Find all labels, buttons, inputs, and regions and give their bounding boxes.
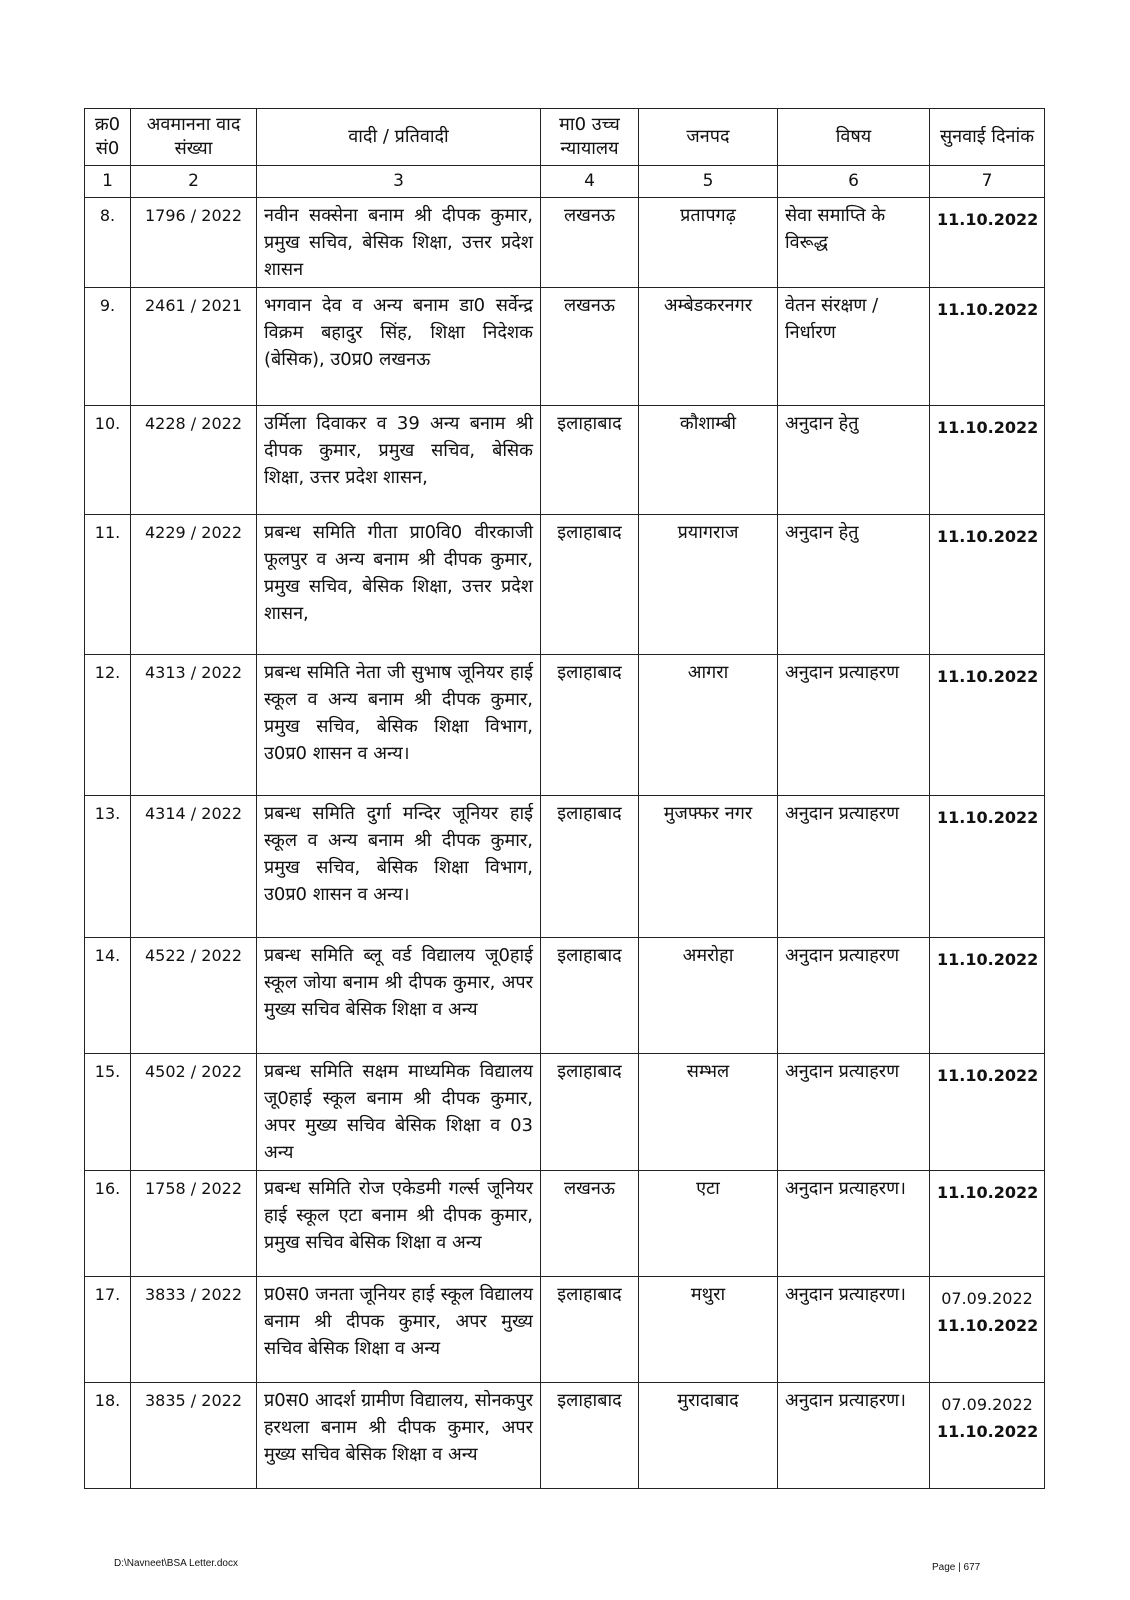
serial-number: 12. <box>85 655 131 796</box>
case-number: 4313 / 2022 <box>131 655 257 796</box>
next-hearing-date: 11.10.2022 <box>937 1066 1039 1085</box>
parties: प्रबन्ध समिति दुर्गा मन्दिर जूनियर हाई स्कूल व अन्य बनाम श्री दीपक कुमार, प्रमुख सचिव, बेसिक शिक्षा विभाग, उ0प्र0 शासन व अन्य। <box>257 796 541 938</box>
parties: प्रबन्ध समिति ब्लू वर्ड विद्यालय जू0हाई स्कूल जोया बनाम श्री दीपक कुमार, अपर मुख्य सचिव बेसिक शिक्षा व अन्य <box>257 938 541 1054</box>
parties: प्र0स0 आदर्श ग्रामीण विद्यालय, सोनकपुर हरथला बनाम श्री दीपक कुमार, अपर मुख्य सचिव बेसिक शिक्षा व अन्य <box>257 1383 541 1489</box>
court: इलाहाबाद <box>541 515 639 655</box>
district: प्रतापगढ़ <box>639 198 778 288</box>
table-row <box>85 655 1045 796</box>
next-hearing-date: 11.10.2022 <box>937 1422 1039 1441</box>
court: इलाहाबाद <box>541 796 639 938</box>
subject: अनुदान प्रत्याहरण। <box>778 1383 930 1489</box>
hearing-date <box>930 938 1045 1054</box>
serial-number: 8. <box>85 198 131 288</box>
subject: अनुदान प्रत्याहरण <box>778 655 930 796</box>
next-hearing-date: 11.10.2022 <box>937 418 1039 437</box>
parties: नवीन सक्सेना बनाम श्री दीपक कुमार, प्रमुख सचिव, बेसिक शिक्षा, उत्तर प्रदेश शासन <box>257 198 541 288</box>
serial-number: 18. <box>85 1383 131 1489</box>
col-num: 5 <box>639 166 778 198</box>
case-number: 4228 / 2022 <box>131 406 257 515</box>
column-number-row <box>85 166 1045 198</box>
court: इलाहाबाद <box>541 938 639 1054</box>
subject: अनुदान हेतु <box>778 515 930 655</box>
parties: प्रबन्ध समिति नेता जी सुभाष जूनियर हाई स्कूल व अन्य बनाम श्री दीपक कुमार, प्रमुख सचिव, बेसिक शिक्षा विभाग, उ0प्र0 शासन व अन्य। <box>257 655 541 796</box>
header-district: जनपद <box>639 109 778 166</box>
parties: भगवान देव व अन्य बनाम डा0 सर्वेन्द्र विक्रम बहादुर सिंह, शिक्षा निदेशक (बेसिक), उ0प्र0 लखनऊ <box>257 288 541 406</box>
col-num: 1 <box>85 166 131 198</box>
hearing-date <box>930 288 1045 406</box>
case-number: 4314 / 2022 <box>131 796 257 938</box>
court: इलाहाबाद <box>541 655 639 796</box>
parties: प्रबन्ध समिति सक्षम माध्यमिक विद्यालय जू0हाई स्कूल बनाम श्री दीपक कुमार, अपर मुख्य सचिव बेसिक शिक्षा व 03 अन्य <box>257 1054 541 1171</box>
case-number: 1796 / 2022 <box>131 198 257 288</box>
next-hearing-date: 11.10.2022 <box>937 210 1039 229</box>
district: सम्भल <box>639 1054 778 1171</box>
court: लखनऊ <box>541 1171 639 1277</box>
footer-page-number: Page | 677 <box>932 1562 981 1573</box>
previous-hearing-date: 07.09.2022 <box>941 1289 1033 1308</box>
col-num: 6 <box>778 166 930 198</box>
subject: अनुदान प्रत्याहरण <box>778 796 930 938</box>
district: प्रयागराज <box>639 515 778 655</box>
district: मुरादाबाद <box>639 1383 778 1489</box>
cases-table <box>84 108 1045 1489</box>
district: मुजफ्फर नगर <box>639 796 778 938</box>
table-row <box>85 1383 1045 1489</box>
case-number: 3833 / 2022 <box>131 1277 257 1383</box>
header-parties: वादी / प्रतिवादी <box>257 109 541 166</box>
hearing-date <box>930 1383 1045 1489</box>
serial-number: 16. <box>85 1171 131 1277</box>
hearing-date <box>930 406 1045 515</box>
header-date: सुनवाई दिनांक <box>930 109 1045 166</box>
table-row <box>85 796 1045 938</box>
parties: प्रबन्ध समिति रोज एकेडमी गर्ल्स जूनियर हाई स्कूल एटा बनाम श्री दीपक कुमार, प्रमुख सचिव बेसिक शिक्षा व अन्य <box>257 1171 541 1277</box>
parties: प्रबन्ध समिति गीता प्रा0वि0 वीरकाजी फूलपुर व अन्य बनाम श्री दीपक कुमार, प्रमुख सचिव, बेसिक शिक्षा, उत्तर प्रदेश शासन, <box>257 515 541 655</box>
subject: अनुदान प्रत्याहरण। <box>778 1171 930 1277</box>
hearing-date <box>930 796 1045 938</box>
case-number: 1758 / 2022 <box>131 1171 257 1277</box>
subject: अनुदान हेतु <box>778 406 930 515</box>
next-hearing-date: 11.10.2022 <box>937 1316 1039 1335</box>
district: कौशाम्बी <box>639 406 778 515</box>
serial-number: 11. <box>85 515 131 655</box>
next-hearing-date: 11.10.2022 <box>937 667 1039 686</box>
col-num: 4 <box>541 166 639 198</box>
table-row <box>85 1171 1045 1277</box>
serial-number: 9. <box>85 288 131 406</box>
court: इलाहाबाद <box>541 1277 639 1383</box>
case-number: 3835 / 2022 <box>131 1383 257 1489</box>
case-number: 2461 / 2021 <box>131 288 257 406</box>
district: मथुरा <box>639 1277 778 1383</box>
table-row <box>85 938 1045 1054</box>
next-hearing-date: 11.10.2022 <box>937 1183 1039 1202</box>
serial-number: 10. <box>85 406 131 515</box>
table-row <box>85 1277 1045 1383</box>
hearing-date <box>930 1171 1045 1277</box>
hearing-date <box>930 1277 1045 1383</box>
serial-number: 13. <box>85 796 131 938</box>
hearing-date <box>930 655 1045 796</box>
col-num: 2 <box>131 166 257 198</box>
header-subject: विषय <box>778 109 930 166</box>
previous-hearing-date: 07.09.2022 <box>941 1395 1033 1414</box>
subject: सेवा समाप्ति के विरूद्ध <box>778 198 930 288</box>
court: इलाहाबाद <box>541 406 639 515</box>
hearing-date <box>930 198 1045 288</box>
subject: अनुदान प्रत्याहरण <box>778 1054 930 1171</box>
table-row <box>85 1054 1045 1171</box>
case-number: 4229 / 2022 <box>131 515 257 655</box>
col-num: 3 <box>257 166 541 198</box>
district: अम्बेडकरनगर <box>639 288 778 406</box>
court: लखनऊ <box>541 288 639 406</box>
next-hearing-date: 11.10.2022 <box>937 527 1039 546</box>
court: लखनऊ <box>541 198 639 288</box>
district: आगरा <box>639 655 778 796</box>
hearing-date <box>930 1054 1045 1171</box>
court: इलाहाबाद <box>541 1054 639 1171</box>
subject: अनुदान प्रत्याहरण <box>778 938 930 1054</box>
court: इलाहाबाद <box>541 1383 639 1489</box>
serial-number: 15. <box>85 1054 131 1171</box>
footer-file-path: D:\Navneet\BSA Letter.docx <box>114 1558 238 1569</box>
case-number: 4522 / 2022 <box>131 938 257 1054</box>
parties: उर्मिला दिवाकर व 39 अन्य बनाम श्री दीपक कुमार, प्रमुख सचिव, बेसिक शिक्षा, उत्तर प्रदेश शासन, <box>257 406 541 515</box>
next-hearing-date: 11.10.2022 <box>937 300 1039 319</box>
district: एटा <box>639 1171 778 1277</box>
serial-number: 14. <box>85 938 131 1054</box>
header-case-no: अवमानना वाद संख्या <box>131 109 257 166</box>
district: अमरोहा <box>639 938 778 1054</box>
table-row <box>85 288 1045 406</box>
next-hearing-date: 11.10.2022 <box>937 808 1039 827</box>
subject: अनुदान प्रत्याहरण। <box>778 1277 930 1383</box>
table-row <box>85 198 1045 288</box>
serial-number: 17. <box>85 1277 131 1383</box>
subject: वेतन संरक्षण / निर्धारण <box>778 288 930 406</box>
table-row <box>85 406 1045 515</box>
header-court: मा0 उच्च न्यायालय <box>541 109 639 166</box>
header-sno: क्र0 सं0 <box>85 109 131 166</box>
case-number: 4502 / 2022 <box>131 1054 257 1171</box>
table-row <box>85 515 1045 655</box>
parties: प्र0स0 जनता जूनियर हाई स्कूल विद्यालय बनाम श्री दीपक कुमार, अपर मुख्य सचिव बेसिक शिक्षा व अन्य <box>257 1277 541 1383</box>
hearing-date <box>930 515 1045 655</box>
next-hearing-date: 11.10.2022 <box>937 950 1039 969</box>
col-num: 7 <box>930 166 1045 198</box>
header-row <box>85 109 1045 166</box>
